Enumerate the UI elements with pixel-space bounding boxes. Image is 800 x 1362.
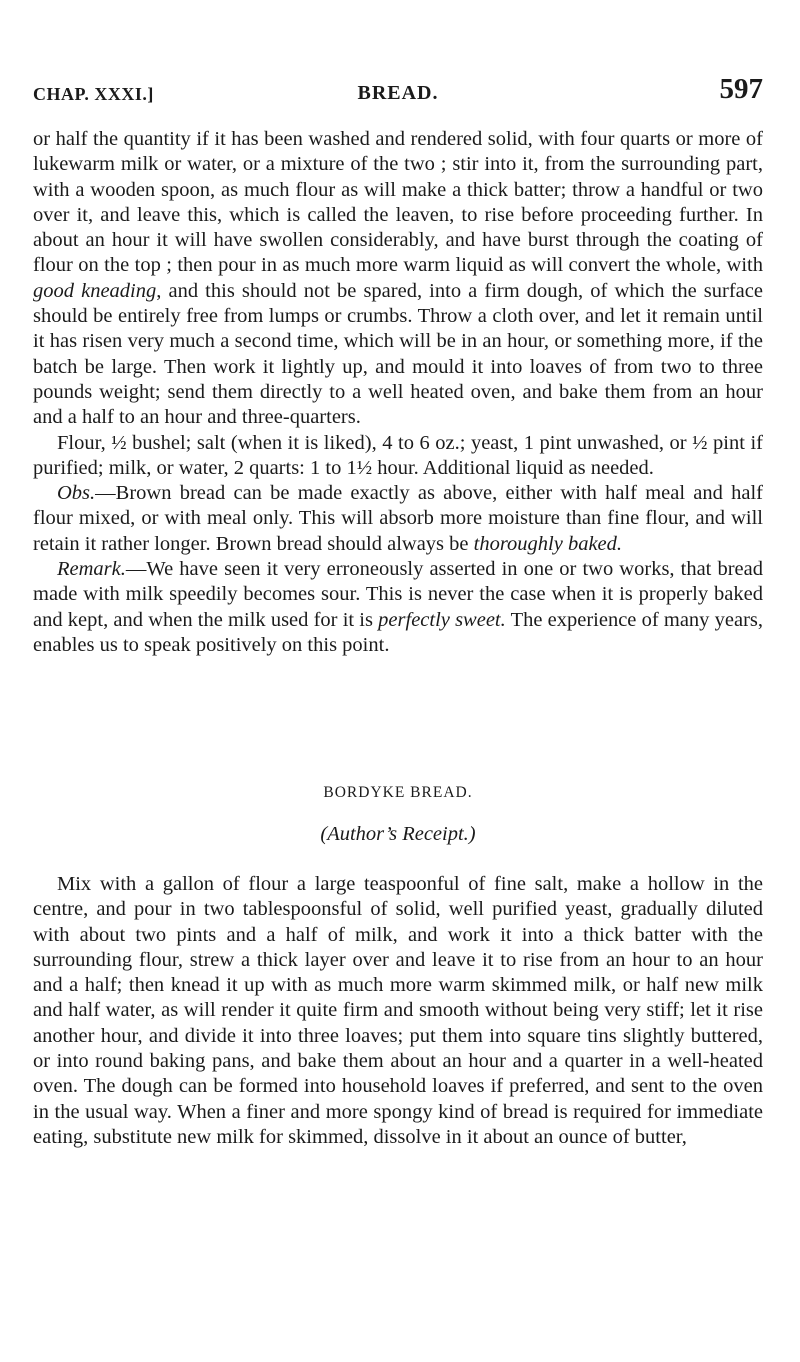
paragraph-ingredients (33, 431, 763, 482)
page-header (33, 70, 763, 110)
text-run: The experience of many years, enables us to speak positively on this point. (33, 608, 763, 656)
chapter-label: CHAP. XXXI.] (33, 84, 154, 104)
text-run: —Brown bread can be made exactly as above, either with half meal and half flour mixed, or with meal only. This will absorb more moisture than fine flour, and will retain it rather longer. Brown bread should always be (33, 482, 763, 555)
paragraph-remark (33, 557, 763, 658)
obs-label: Obs. (57, 482, 96, 505)
section-subheading: (Author’s Receipt.) (320, 823, 476, 845)
paragraph-continuation (33, 127, 763, 431)
text-run: —We have seen it very erroneously asserted in one or two works, that bread made with milk speedily becomes sour. This is never the case when it is properly baked and kept, and when the milk used for it is (33, 558, 763, 631)
remark-label: Remark. (57, 558, 126, 581)
running-title: BREAD. (357, 82, 439, 104)
paragraph-obs (33, 481, 763, 557)
emphasis-thoroughly-baked: thoroughly baked. (473, 532, 623, 555)
text-run: Flour, ½ bushel; salt (when it is liked), 4 to 6 oz.; yeast, 1 pint unwashed, or ½ pint if purified; milk, or water, 2 quarts: 1 to 1½ hour. Additional liquid as needed. (33, 431, 763, 479)
section-text (33, 872, 763, 1150)
recipe-text (33, 127, 763, 658)
paragraph-bordyke: Mix with a gallon of flour a large teaspoonful of fine salt, make a hollow in the centre, and pour in two tablespoonsful of solid, well purified yeast, gradually diluted with about two pints and a half of milk, and work it into a thick batter with the surrounding flour, strew a thick layer over and leave it to rise from an hour to an hour and a half; then knead it up with as much more warm skimmed milk, or half new milk and half water, as will render it quite firm and smooth without being very stiff; let it rise another hour, and divide it into three loaves; put them into square tins slightly buttered, or into round baking pans, and bake them about an hour and a quarter in a well-heated oven. The dough can be formed into household loaves if preferred, and sent to the oven in the usual way. When a finer and more spongy kind of bread is required for immediate eating, substitute new milk for skimmed, dissolve in it about an ounce of butter, (33, 873, 763, 1148)
section-heading: BORDYKE BREAD. (323, 784, 473, 801)
text-run: , and this should not be spared, into a firm dough, of which the surface should be entirely free from lumps or crumbs. Throw a cloth over, and let it remain until it has risen very much a second time, which will be in an hour, or something more, if the batch be large. Then work it lightly up, and mould it into loaves of from two to three pounds weight; send them directly to a well heated oven, and bake them from an hour and a half to an hour and three-quarters. (33, 279, 763, 429)
emphasis-perfectly-sweet: perfectly sweet. (378, 608, 506, 631)
emphasis-good-kneading: good kneading (33, 279, 157, 302)
page-number: 597 (719, 73, 763, 105)
text-run: or half the quantity if it has been washed and rendered solid, with four quarts or more of lukewarm milk or water, or a mixture of the two ; stir into it, from the surrounding part, with a wooden spoon, as much flour as will make a thick batter; throw a handful or two over it, and leave this, which is called the leaven, to rise before proceeding further. In about an hour it will have swollen considerably, and have burst through the coating of flour on the top ; then pour in as much more warm liquid as will convert the whole, with (33, 128, 763, 277)
